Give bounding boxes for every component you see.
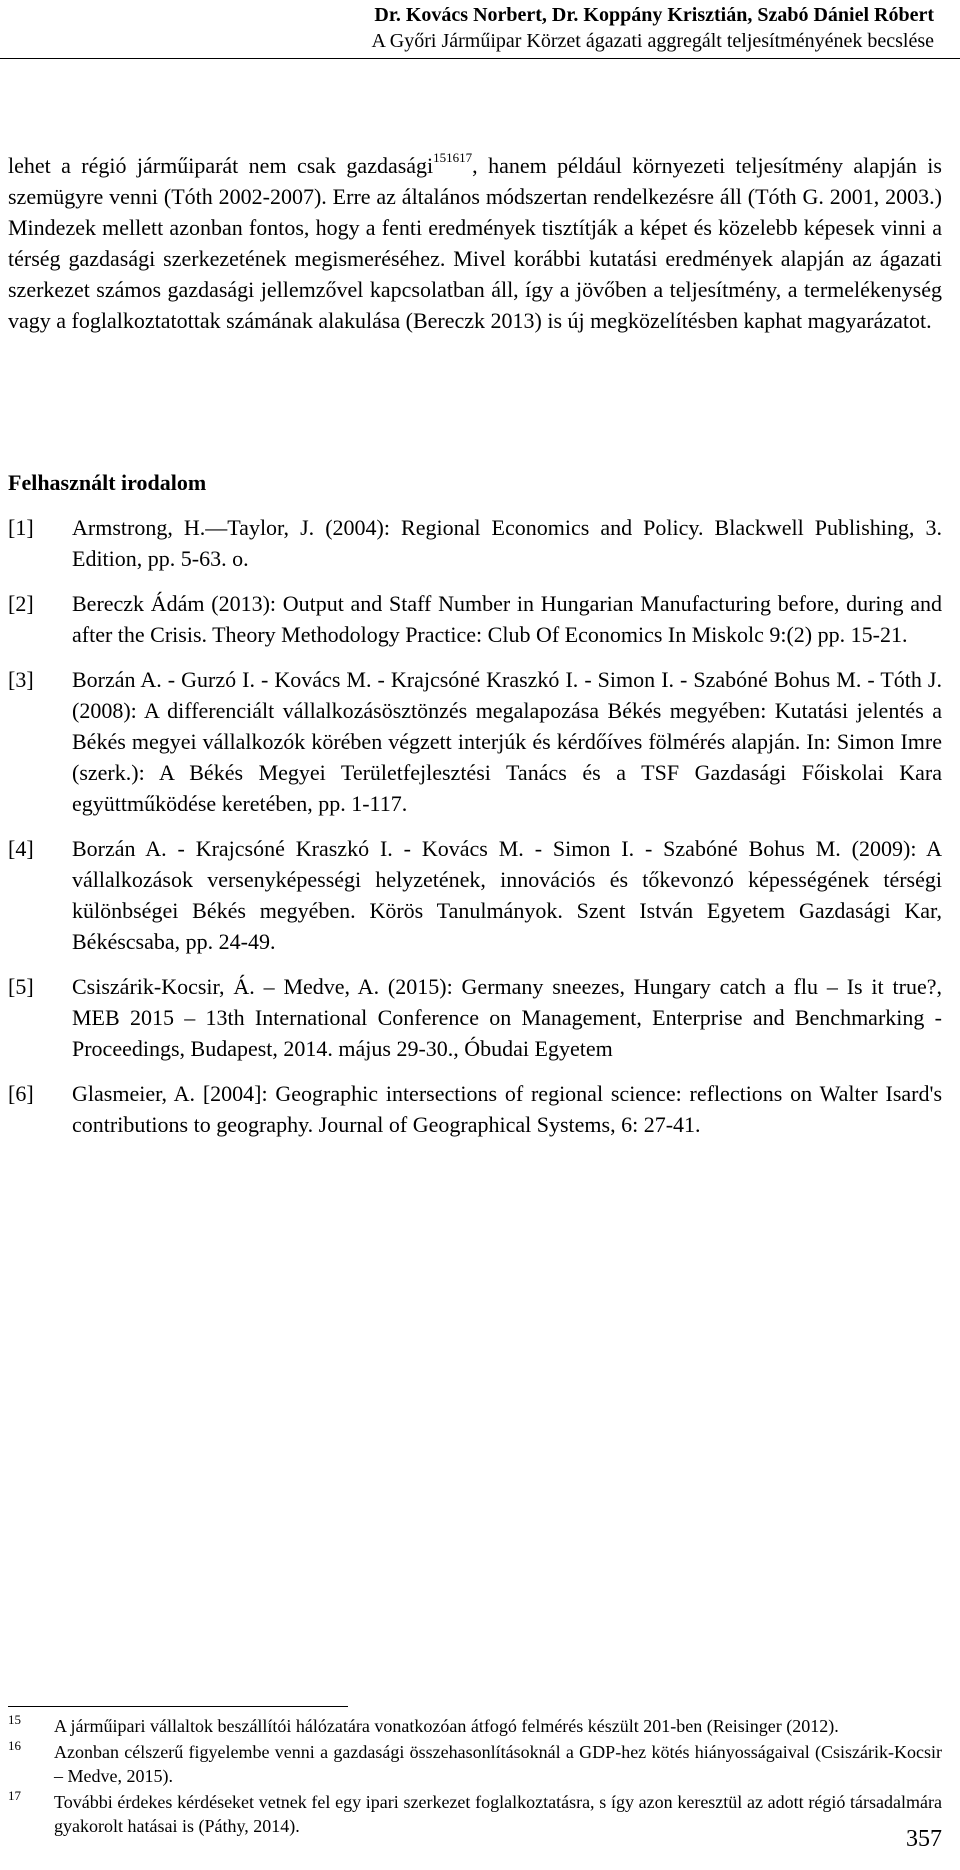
body-text-rest: , hanem például környezeti teljesítmény alapján is szemügyre venni (Tóth 2002-2007). Erre az általános módszertan rendelkezésre áll (Tóth G. 2001, 2003.) Mindezek mellett azonban fontos, hogy a fenti eredmények tisztítják a képet és közelebb képesek vinni a térség gazdasági szerkezetének megismeréséhez. Mivel korábbi kutatási eredmények alapján az ágazati szerkezet számos gazdasági jellemzővel kapcsolatban áll, így a jövőben a teljesítmény, a termelékenység vagy a foglalkoztatottak számának alakulása (Bereczk 2013) is új megközelítésben kaphat magyarázatot. [8, 153, 942, 333]
reference-text: Bereczk Ádám (2013): Output and Staff Number in Hungarian Manufacturing before, during and after the Crisis. Theory Methodology Practice: Club Of Economics In Miskolc 9:(2) pp. 15-21. [72, 591, 942, 647]
references-heading: Felhasznált irodalom [8, 470, 207, 495]
reference-number: [3] [8, 667, 34, 692]
reference-item [8, 664, 942, 819]
reference-text: Armstrong, H.—Taylor, J. (2004): Regional Economics and Policy. Blackwell Publishing, 3. Edition, pp. 5-63. o. [72, 515, 942, 571]
reference-text: Glasmeier, A. [2004]: Geographic intersections of regional science: reflections on Walter Isard's contributions to geography. Journal of Geographical Systems, 6: 27-41. [72, 1081, 942, 1137]
reference-text: Csiszárik-Kocsir, Á. – Medve, A. (2015): Germany sneezes, Hungary catch a flu – Is it true?, MEB 2015 – 13th International Conference on Management, Enterprise and Benchmarking - Proceedings, Budapest, 2014. május 29-30., Óbudai Egyetem [72, 974, 942, 1061]
reference-number: [6] [8, 1081, 34, 1106]
footnote-number: 16 [8, 1738, 21, 1753]
page-number: 357 [906, 1826, 942, 1852]
reference-item [8, 833, 942, 957]
footnote-markers: 151617 [433, 149, 473, 165]
reference-list [8, 512, 942, 1154]
reference-item [8, 512, 942, 574]
footnote-number: 17 [8, 1788, 21, 1803]
footnote-text: További érdekes kérdéseket vetnek fel egy ipari szerkezet foglalkoztatásra, s így azon keresztül az adott régió társadalmára gyakorolt hatásai is (Páthy, 2014). [54, 1792, 942, 1836]
footnote-divider [8, 1706, 348, 1707]
reference-text: Borzán A. - Krajcsóné Kraszkó I. - Kovács M. - Simon I. - Szabóné Bohus M. (2009): A vállalkozások versenyképességi helyzetének, innovációs és tőkevonzó képességének térségi különbségei Békés megyében. Körös Tanulmányok. Szent István Egyetem Gazdasági Kar, Békéscsaba, pp. 24-49. [72, 836, 942, 954]
reference-number: [4] [8, 836, 34, 861]
footnote-list [8, 1714, 942, 1840]
footnote-text: A járműipari vállaltok beszállítói hálózatára vonatkozóan átfogó felmérés készült 201-ben (Reisinger (2012). [54, 1716, 839, 1736]
header-subtitle: A Győri Járműipar Körzet ágazati aggregált teljesítményének becslése [371, 30, 934, 52]
running-header [150, 0, 960, 54]
footnote-item [8, 1740, 942, 1788]
header-authors: Dr. Kovács Norbert, Dr. Koppány Krisztián, Szabó Dániel Róbert [374, 4, 934, 26]
reference-item [8, 971, 942, 1064]
header-divider [0, 58, 960, 59]
reference-item [8, 588, 942, 650]
reference-text: Borzán A. - Gurzó I. - Kovács M. - Krajcsóné Kraszkó I. - Simon I. - Szabóné Bohus M. - Tóth J. (2008): A differenciált vállalkozásösztönzés megalapozása Békés megyében: Kutatási jelentés a Békés megyei vállalkozók körében végzett interjúk és kérdőíves fölmérés alapján. In: Simon Imre (szerk.): A Békés Megyei Területfejlesztési Tanács és a TSF Gazdasági Főiskolai Kara együttműködése keretében, pp. 1-117. [72, 667, 942, 816]
reference-item [8, 1078, 942, 1140]
footnote-item [8, 1790, 942, 1838]
body-text-start: lehet a régió járműiparát nem csak gazdasági [8, 153, 434, 178]
footnote-text: Azonban célszerű figyelembe venni a gazdasági összehasonlításoknál a GDP-hez kötés hiányosságaival (Csiszárik-Kocsir – Medve, 2015). [54, 1742, 942, 1786]
reference-number: [1] [8, 515, 34, 540]
footnote-item [8, 1714, 942, 1738]
reference-number: [2] [8, 591, 34, 616]
footnote-number: 15 [8, 1712, 21, 1727]
reference-number: [5] [8, 974, 34, 999]
body-paragraph [8, 150, 942, 336]
